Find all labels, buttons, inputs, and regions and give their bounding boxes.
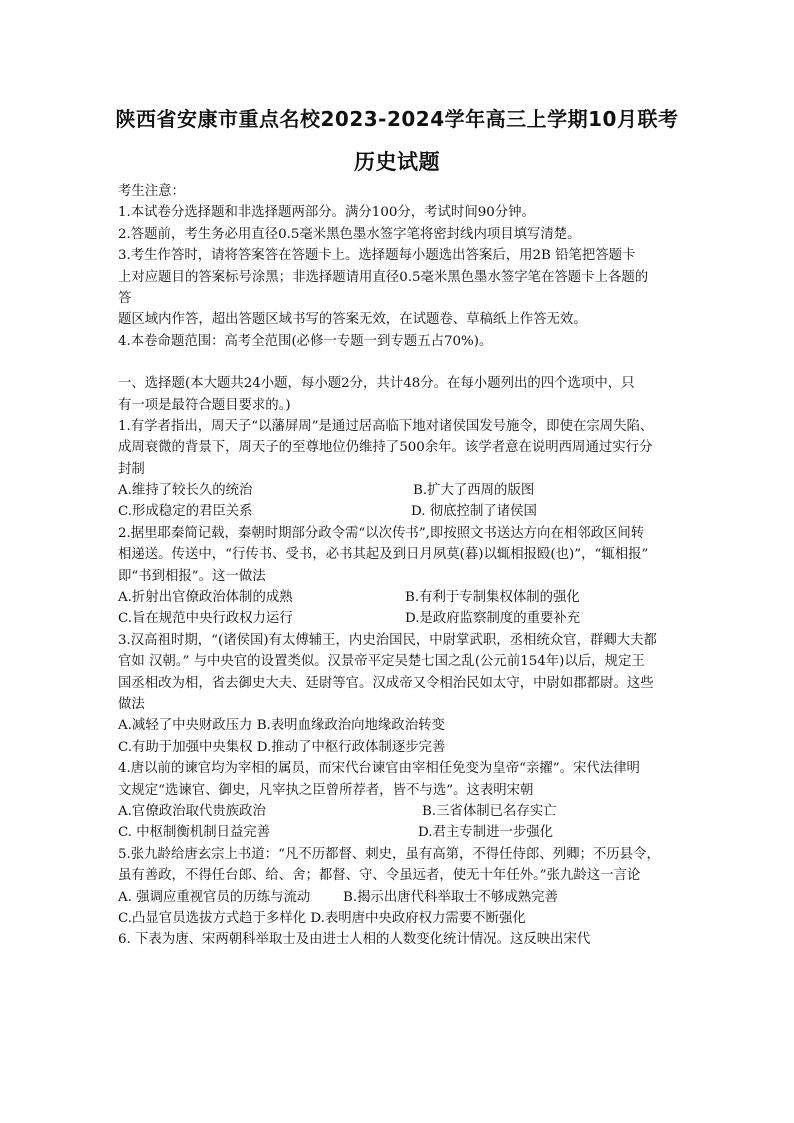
question-6-stem: 6. 下表为唐、宋两朝科举取士及由进士人相的人数变化统计情况。这反映出宋代 (118, 932, 591, 948)
q4-option-b: B.三省体制已名存实亡 (422, 803, 557, 819)
notice-line: 2.答题前，考生务必用直径0.5毫米黑色墨水签字笔将密封线内项目填写清楚。 (118, 226, 581, 242)
question-2-stem: 2.据里耶秦简记载，秦朝时期部分政令需“以次传书”,即按照文书送达方向在相邻政区间转 (118, 525, 645, 541)
notice-heading: 考生注意： (118, 184, 185, 199)
question-1-stem: 成周衰微的背景下，周天子的至尊地位仍维持了500余年。该学者意在说明西周通过实行分 (118, 440, 653, 456)
q4-option-a: A.官僚政治取代贵族政治 (118, 803, 266, 819)
q2-option-c: C.旨在规范中央行政权力运行 (118, 611, 293, 627)
q5-option-b: B.揭示出唐代科举取士不够成熟完善 (343, 889, 558, 905)
question-4-stem: 文规定“选谏官、御史，凡宰执之臣曾所荐者，皆不与选”。这表明宋朝 (118, 782, 534, 798)
question-5-stem: 虽有善政，不得任台郎、给、舍；都督、守、令虽远者，使无十年任外。”张九龄这一言论 (118, 868, 641, 884)
q5-options-cd: C.凸显官员选拔方式趋于多样化 D.表明唐中央政府权力需要不断强化 (118, 910, 526, 926)
notice-line: 上对应题目的答案标号涂黑；非选择题请用直径0.5毫米黑色墨水签字笔在答题卡上各题的 (118, 269, 649, 285)
notice-line: 题区域内作答，超出答题区域书写的答案无效，在试题卷、草稿纸上作答无效。 (118, 312, 587, 328)
q3-options-ab: A.减轻了中央财政压力 B.表明血缘政治向地缘政治转变 (118, 718, 445, 734)
section-heading: 一、选择题(本大题共24小题，每小题2分，共计48分。在每小题列出的四个选项中，只 (118, 376, 635, 392)
q5-option-a: A. 强调应重视官员的历练与流动 (118, 889, 311, 905)
question-3-stem: 国丞相改为相，省去御史大夫、廷尉等官。汉成帝又令相治民如太守，中尉如郡都尉。这些 (118, 675, 654, 691)
question-3-stem: 3.汉高祖时期，“(诸侯国)有太傅辅王，内史治国民，中尉掌武职，丞相统众官，群卿大夫都 (118, 632, 657, 648)
notice-line: 4.本卷命题范围：高考全范围(必修一专题一到专题五占70%)。 (118, 333, 493, 349)
page-subtitle: 历史试题 (354, 150, 440, 174)
exam-body (118, 181, 676, 951)
question-3-stem: 官如 汉朝。” 与中央官的设置类似。汉景帝平定吴楚七国之乱(公元前154年)以后，规定王 (118, 654, 645, 670)
question-2-stem: 相递送。传送中，“行传书、受书，必书其起及到日月夙莫(暮)以辄相报殹(也)”，“辄相报” (118, 547, 649, 563)
question-4-stem: 4.唐以前的谏官均为宰相的属员，而宋代台谏官由宰相任免变为皇帝“亲擢”。宋代法律明 (118, 761, 640, 777)
question-3-stem: 做法 (118, 696, 145, 712)
q4-option-d: D.君主专制进一步强化 (418, 825, 554, 841)
notice-line: 1.本试卷分选择题和非选择题两部分。满分100分，考试时间90分钟。 (118, 205, 535, 221)
question-5-stem: 5.张九龄给唐玄宗上书道：“凡不历都督、刺史，虽有高第，不得任侍郎、列卿；不历县令， (118, 846, 660, 862)
section-heading: 有一项是最符合题目要求的。) (118, 397, 291, 413)
question-1-stem: 1.有学者指出，周天子“以藩屏周”是通过居高临下地对诸侯国发号施令，即使在宗周失陷、 (118, 418, 654, 434)
question-2-stem: 即“书到相报”。这一做法 (118, 568, 266, 584)
q4-option-c: C. 中枢制衡机制日益完善 (118, 825, 271, 841)
page-title: 陕西省安康市重点名校2023-2024学年高三上学期10月联考 (115, 107, 679, 131)
notice-line: 3.考生作答时，请将答案答在答题卡上。选择题每小题选出答案后，用2B 铅笔把答题卡 (118, 248, 636, 264)
q1-option-c: C.形成稳定的君臣关系 (118, 504, 253, 520)
q2-option-d: D.是政府监察制度的重要补充 (405, 611, 581, 627)
q2-option-a: A.折射出官僚政治体制的成熟 (118, 590, 293, 606)
q2-option-b: B.有利于专制集权体制的强化 (405, 590, 580, 606)
q3-options-cd: C.有助于加强中央集权 D.推动了中枢行政体制逐步完善 (118, 739, 446, 755)
q1-option-b: B.扩大了西周的版图 (413, 483, 535, 499)
question-1-stem: 封制 (118, 461, 145, 477)
notice-line: 答 (118, 290, 132, 306)
q1-option-a: A.维持了较长久的统治 (118, 483, 253, 499)
q1-option-d: D. 彻底控制了诸侯国 (411, 504, 537, 520)
spacer (118, 352, 676, 373)
